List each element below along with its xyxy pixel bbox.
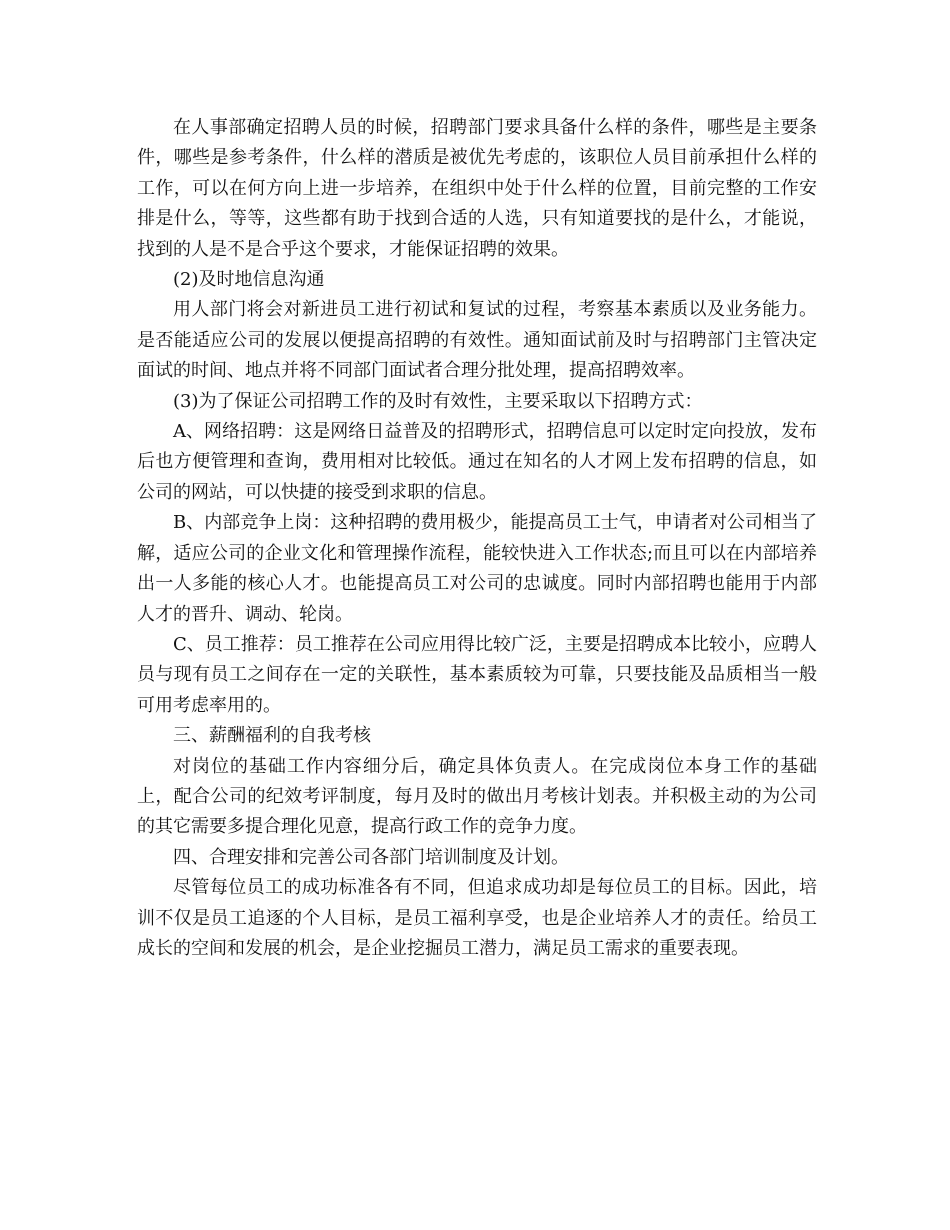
paragraph-recruitment-conditions: 在人事部确定招聘人员的时候，招聘部门要求具备什么样的条件，哪些是主要条件，哪些是参考条件，什么样的潜质是被优先考虑的，该职位人员目前承担什么样的工作，可以在何方向上进一步培养，在组织中处于什么样的位置，目前完整的工作安排是什么，等等，这些都有助于找到合适的人选，只有知道要找的是什么，才能说，找到的人是不是合乎这个要求，才能保证招聘的效果。 [137,117,817,260]
paragraph-employee-referral: C、员工推荐：员工推荐在公司应用得比较广泛，主要是招聘成本比较小，应聘人员与现有员工之间存在一定的关联性，基本素质较为可靠，只要技能及品质相当一般可用考虑率用的。 [137,633,817,716]
heading-recruitment-methods: (3)为了保证公司招聘工作的及时有效性，主要采取以下招聘方式： [173,390,703,412]
heading-training-plan: 四、合理安排和完善公司各部门培训制度及计划。 [173,846,569,868]
heading-timely-communication: (2)及时地信息沟通 [173,269,325,291]
paragraph-internal-competition: B、内部竞争上岗：这种招聘的费用极少，能提高员工士气，申请者对公司相当了解，适应公司的企业文化和管理操作流程，能较快进入工作状态;而且可以在内部培养出一人多能的核心人才。也能提高员工对公司的忠诚度。同时内部招聘也能用于内部人才的晋升、调动、轮岗。 [137,512,817,625]
paragraph-job-assessment: 对岗位的基础工作内容细分后，确定具体负责人。在完成岗位本身工作的基础上，配合公司的纪效考评制度，每月及时的做出月考核计划表。并积极主动的为公司的其它需要多提合理化见意，提高行政工作的竞争力度。 [137,755,817,838]
paragraph-training-purpose: 尽管每位员工的成功标准各有不同，但追求成功却是每位员工的目标。因此，培训不仅是员工追逐的个人目标，是员工福利享受，也是企业培养人才的责任。给员工成长的空间和发展的机会，是企业挖掘员工潜力，满足员工需求的重要表现。 [137,877,817,959]
paragraph-online-recruitment: A、网络招聘：这是网络日益普及的招聘形式，招聘信息可以定时定向投放，发布后也方便管理和查询，费用相对比较低。通过在知名的人才网上发布招聘的信息，如公司的网站，可以快捷的接受到求职的信息。 [137,421,817,503]
heading-compensation-review: 三、薪酬福利的自我考核 [173,725,371,747]
document-page [137,113,817,964]
paragraph-interview-process: 用人部门将会对新进员工进行初试和复试的过程，考察基本素质以及业务能力。是否能适应公司的发展以便提高招聘的有效性。通知面试前及时与招聘部门主管决定面试的时间、地点并将不同部门面试者合理分批处理，提高招聘效率。 [137,299,817,382]
